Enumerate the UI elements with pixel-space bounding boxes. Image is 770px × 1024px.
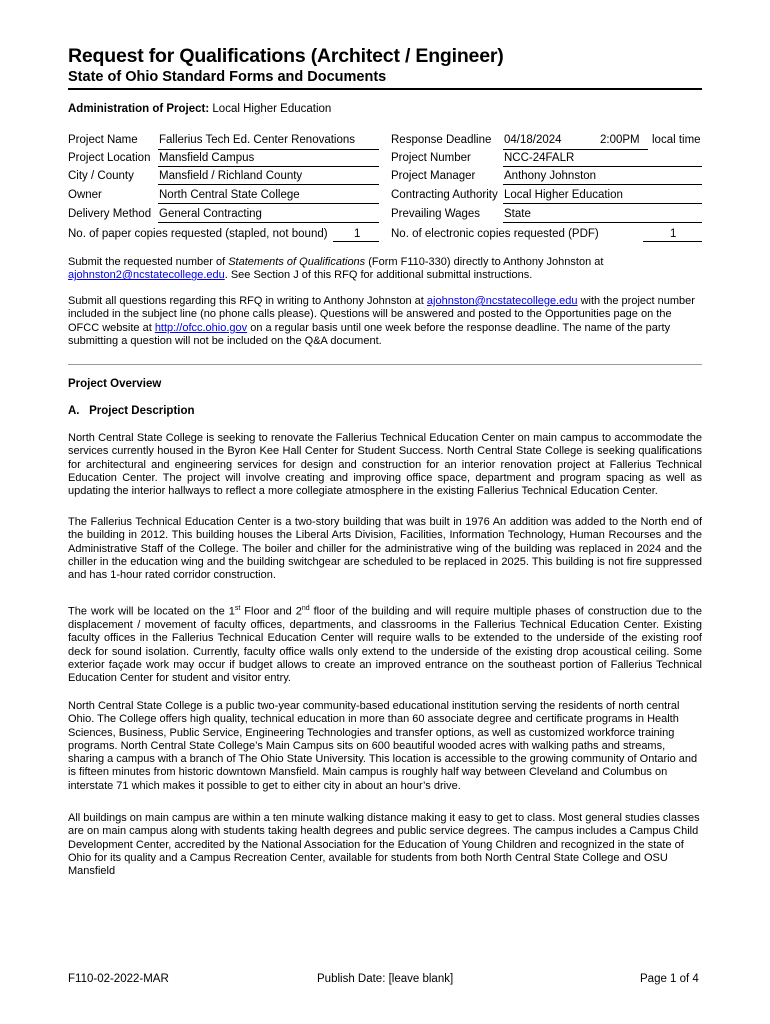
document-subtitle: State of Ohio Standard Forms and Documents — [68, 69, 387, 85]
city-county-value: Mansfield / Richland County — [159, 170, 303, 182]
administration-label: Administration of Project: — [68, 103, 210, 115]
footer-publish-date: Publish Date: [leave blank] — [317, 973, 454, 985]
owner-value: North Central State College — [159, 189, 300, 201]
electronic-copies-value: 1 — [670, 228, 677, 240]
response-deadline-underline — [503, 149, 648, 150]
administration-line — [68, 103, 331, 115]
submittal-email-link[interactable]: ajohnston2@ncstatecollege.edu — [68, 269, 225, 282]
questions-instructions: Submit all questions regarding this RFQ in writing to Anthony Johnston at ajohnston@ncstatecollege.edu with the project number included in the subject line (no phone calls please). Questions will be answered and posted to the Opportunities page on the OFCC website at http://ofcc.ohio.gov on a regular basis until one week before the response deadline. The name of the party submitting a question will not be included on the Q&A document. — [68, 295, 695, 347]
description-paragraph-5: All buildings on main campus are within a ten minute walking distance making it easy to get to class. Most general studies classes are on main campus along with students taking health degrees and public service degrees. The campus includes a Campus Child Development Center, accredited by the National Association for the Education of Young Children and recognized in the state of Ohio for its quality and a Campus Recreation Center, available for students from both North Central State College and OSU Mansfield — [68, 812, 700, 878]
contracting-authority-value: Local Higher Education — [504, 189, 623, 201]
footer-form-number: F110-02-2022-MAR — [68, 973, 169, 985]
description-paragraph-2: The Fallerius Technical Education Center is a two-story building that was built in 1976 An addition was added to the North end of the building in 2012. This building houses the Liberal Arts Division, Facilities, Information Technology, Human Recourses and the Administrative Staff of the College. The boiler and chiller for the administrative wing of the building was replaced in 2024 and the chiller in the education wing and the building switchgear are scheduled to be replaced in 2025. This building is not fire suppressed and has 1-hour rated corridor construction. — [68, 516, 702, 582]
title-rule — [68, 88, 702, 90]
submittal-instructions: Submit the requested number of Statements of Qualifications (Form F110-330) directly to Anthony Johnston at ajohnston2@ncstatecollege.edu. See Section J of this RFQ for additional submittal instructions. — [68, 256, 604, 282]
project-description-heading: A. Project Description — [68, 405, 195, 417]
description-paragraph-3: The work will be located on the 1st Floor and 2nd floor of the building and will require multiple phases of construction due to the displacement / movement of faculty offices, departments, and classrooms in the Fallerius Technical Education Center. Existing faculty offices in the Fallerius Technical Education Center will require walls to be extended to the underside of the existing roof deck for sound isolation. Currently, faculty office walls only extend to the underside of the existing drop acoustical ceiling. Some exterior façade work may occur if budget allows to create an improved entrance on the southeast portion of Fallerius Technical Education Center for student and visitor entry. — [68, 605, 702, 685]
prevailing-wages-underline — [503, 222, 702, 223]
project-location-label: Project Location — [68, 152, 151, 164]
project-overview-heading: Project Overview — [68, 378, 162, 390]
project-number-value: NCC-24FALR — [504, 152, 575, 164]
project-manager-label: Project Manager — [391, 170, 476, 182]
project-name-label: Project Name — [68, 134, 138, 146]
city-county-underline — [158, 184, 379, 185]
response-deadline-suffix: local time — [652, 134, 701, 146]
response-deadline-date: 04/18/2024 — [504, 134, 562, 146]
project-location-underline — [158, 166, 379, 167]
delivery-method-underline — [158, 222, 379, 223]
electronic-copies-label: No. of electronic copies requested (PDF) — [391, 228, 599, 240]
description-paragraph-1: North Central State College is seeking to renovate the Fallerius Technical Education Center on main campus to accommodate the services currently housed in the Byron Kee Hall Center for Student Success. North Central State College is seeking qualifications for architectural and engineering services for design and construction for an interior renovation project at Fallerius Technical Education Center. The project will involve creating and improving office space, department and program spacing as well as updating the interior hallways to reflect a more collegiate atmosphere in the existing Fallerius Technical Education Center. — [68, 432, 702, 498]
administration-value: Local Higher Education — [212, 103, 332, 115]
document-title: Request for Qualifications (Architect / Engineer) — [68, 45, 504, 67]
footer-page-number: Page 1 of 4 — [640, 973, 699, 985]
response-deadline-label: Response Deadline — [391, 134, 492, 146]
prevailing-wages-label: Prevailing Wages — [391, 208, 481, 220]
project-number-underline — [503, 166, 702, 167]
owner-underline — [158, 203, 379, 204]
description-paragraph-4: North Central State College is a public two-year community-based educational institution serving the residents of north central Ohio. The College offers high quality, technical education in more than 60 associate degree and certificate programs in Health Sciences, Business, Public Service, Engineering Technologies and transfer options, as well as customized workforce training programs. North Central State College’s Main Campus sits on 600 beautiful wooded acres with walking paths and streams, sharing a campus with a branch of The Ohio State University. This location is accessible to the growing community of Ontario and is fifteen minutes from historic downtown Mansfield. Main campus is roughly half way between Cleveland and Columbus on interstate 71 which makes it possible to get to either city in about an hour’s drive. — [68, 700, 698, 792]
prevailing-wages-value: State — [504, 208, 531, 220]
paper-copies-underline — [333, 241, 379, 242]
paper-copies-value: 1 — [354, 228, 361, 240]
ofcc-website-link[interactable]: http://ofcc.ohio.gov — [154, 321, 248, 334]
paper-copies-label: No. of paper copies requested (stapled, not bound) — [68, 228, 328, 240]
delivery-method-label: Delivery Method — [68, 208, 152, 220]
owner-label: Owner — [68, 189, 102, 201]
project-name-value: Fallerius Tech Ed. Center Renovations — [159, 134, 356, 146]
section-divider — [68, 364, 702, 365]
contracting-authority-underline — [503, 203, 702, 204]
response-deadline-time: 2:00PM — [600, 134, 640, 146]
questions-email-link[interactable]: ajohnston@ncstatecollege.edu — [426, 295, 578, 307]
project-manager-value: Anthony Johnston — [504, 170, 597, 182]
project-location-value: Mansfield Campus — [159, 152, 255, 164]
city-county-label: City / County — [68, 170, 134, 182]
project-name-underline — [158, 149, 379, 150]
delivery-method-value: General Contracting — [159, 208, 262, 220]
contracting-authority-label: Contracting Authority — [391, 189, 498, 201]
electronic-copies-underline — [643, 241, 702, 242]
project-number-label: Project Number — [391, 152, 471, 164]
project-manager-underline — [503, 184, 702, 185]
